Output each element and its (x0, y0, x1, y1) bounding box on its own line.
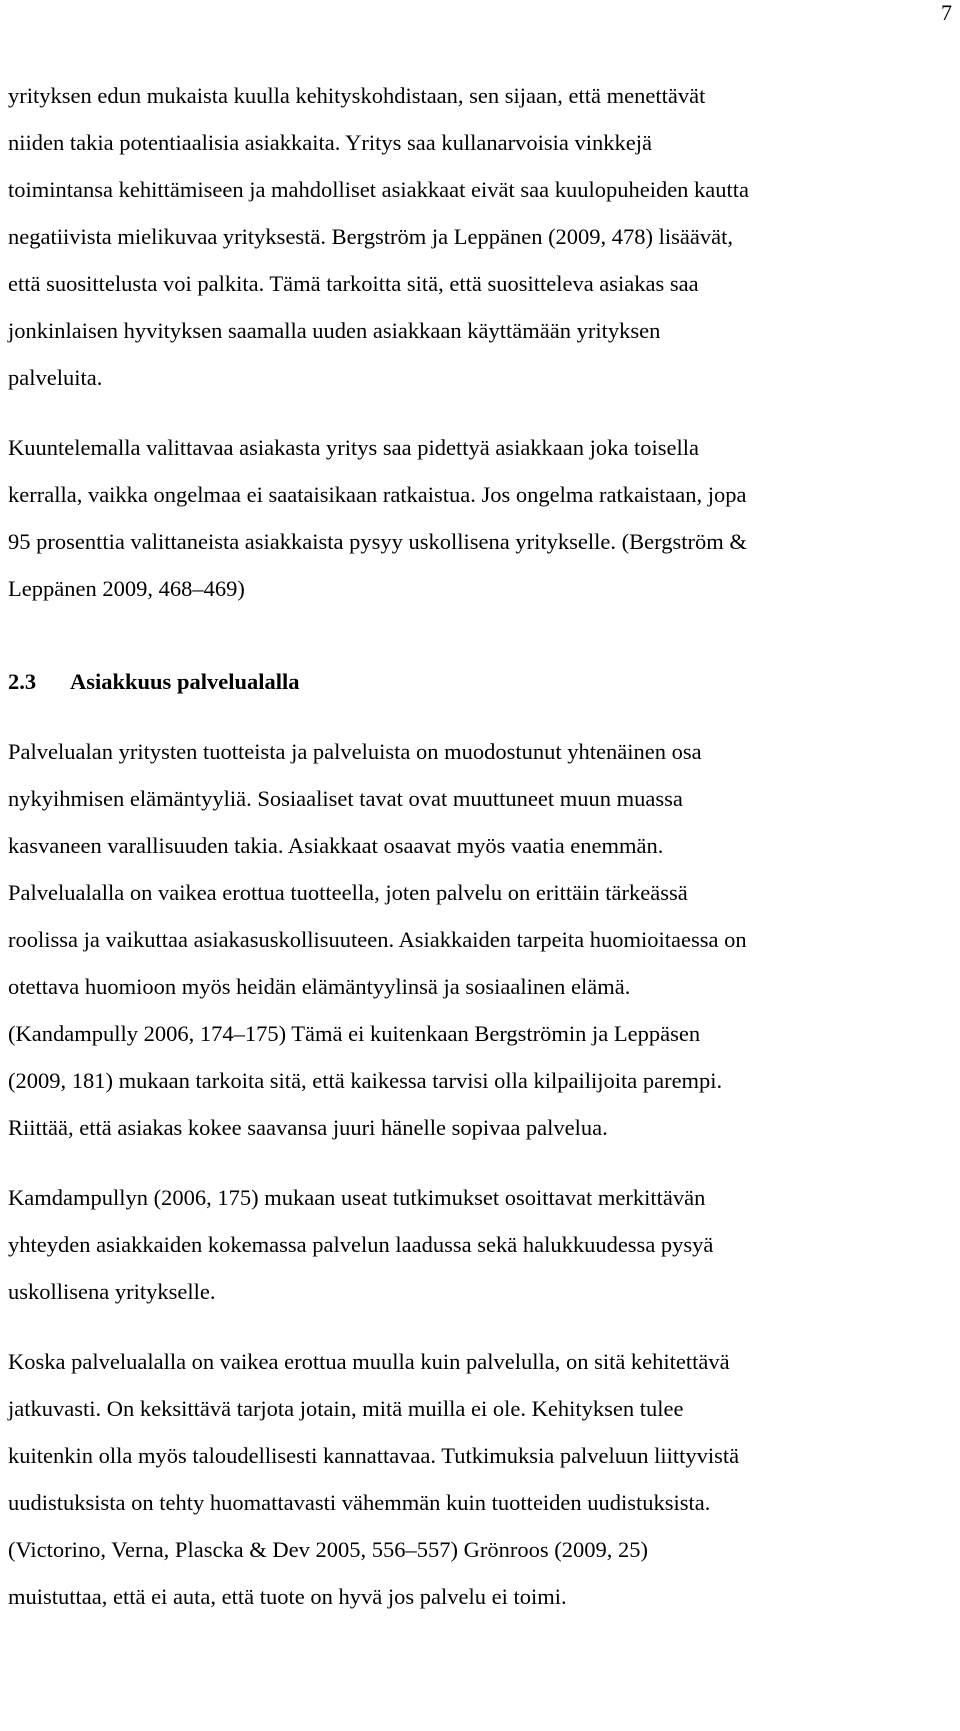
text-line: yrityksen edun mukaista kuulla kehityskohdistaan, sen sijaan, että menettävät (8, 83, 706, 108)
paragraph-spacer (8, 705, 952, 728)
text-line: Leppänen 2009, 468–469) (8, 576, 245, 601)
text-line: kasvaneen varallisuuden takia. Asiakkaat osaavat myös vaatia enemmän. (8, 833, 664, 858)
section-number: 2.3 (8, 669, 37, 694)
text-line: yhteyden asiakkaiden kokemassa palvelun laadussa sekä halukkuudessa pysyä (8, 1232, 714, 1257)
text-line: (Victorino, Verna, Plascka & Dev 2005, 556–557) Grönroos (2009, 25) (8, 1537, 648, 1562)
text-line: Riittää, että asiakas kokee saavansa juuri hänelle sopivaa palvelua. (8, 1115, 608, 1140)
text-line: Koska palvelualalla on vaikea erottua muulla kuin palvelulla, on sitä kehitettävä (8, 1349, 730, 1374)
text-line: palveluita. (8, 365, 103, 390)
page-number: 7 (941, 0, 952, 25)
text-line: Palvelualan yritysten tuotteista ja palveluista on muodostunut yhtenäinen osa (8, 739, 702, 764)
text-line: Palvelualalla on vaikea erottua tuotteella, joten palvelu on erittäin tärkeässä (8, 880, 688, 905)
text-line: (Kandampully 2006, 174–175) Tämä ei kuitenkaan Bergströmin ja Leppäsen (8, 1021, 701, 1046)
section-title: Asiakkuus palvelualalla (70, 669, 300, 694)
text-line: kuitenkin olla myös taloudellisesti kannattavaa. Tutkimuksia palveluun liittyvistä (8, 1443, 740, 1468)
text-line: että suosittelusta voi palkita. Tämä tarkoitta sitä, että suositteleva asiakas saa (8, 271, 699, 296)
text-line: Kuuntelemalla valittavaa asiakasta yritys saa pidettyä asiakkaan joka toisella (8, 435, 699, 460)
text-line: muistuttaa, että ei auta, että tuote on hyvä jos palvelu ei toimi. (8, 1584, 567, 1609)
section-heading (8, 658, 952, 705)
section-spacer (8, 612, 952, 658)
text-line: roolissa ja vaikuttaa asiakasuskollisuuteen. Asiakkaiden tarpeita huomioitaessa on (8, 927, 747, 952)
paragraph-spacer (8, 1315, 952, 1338)
text-line: (2009, 181) mukaan tarkoita sitä, että kaikessa tarvisi olla kilpailijoita parempi. (8, 1068, 723, 1093)
paragraph-4 (8, 1174, 952, 1315)
paragraph-5 (8, 1338, 952, 1620)
text-line: negatiivista mielikuvaa yrityksestä. Bergström ja Leppänen (2009, 478) lisäävät, (8, 224, 734, 249)
text-line: 95 prosenttia valittaneista asiakkaista pysyy uskollisena yritykselle. (Bergström & (8, 529, 747, 554)
text-line: nykyihmisen elämäntyyliä. Sosiaaliset tavat ovat muuttuneet muun muassa (8, 786, 683, 811)
text-line: uskollisena yritykselle. (8, 1279, 216, 1304)
paragraph-2 (8, 424, 952, 612)
paragraph-3 (8, 728, 952, 1151)
text-line: jonkinlaisen hyvityksen saamalla uuden asiakkaan käyttämään yrityksen (8, 318, 661, 343)
text-line: jatkuvasti. On keksittävä tarjota jotain, mitä muilla ei ole. Kehityksen tulee (8, 1396, 684, 1421)
text-line: kerralla, vaikka ongelmaa ei saataisikaan ratkaistua. Jos ongelma ratkaistaan, jopa (8, 482, 747, 507)
paragraph-spacer (8, 401, 952, 424)
text-line: niiden takia potentiaalisia asiakkaita. Yritys saa kullanarvoisia vinkkejä (8, 130, 652, 155)
document-body (8, 72, 952, 1620)
text-line: Kamdampullyn (2006, 175) mukaan useat tutkimukset osoittavat merkittävän (8, 1185, 706, 1210)
text-line: toimintansa kehittämiseen ja mahdolliset asiakkaat eivät saa kuulopuheiden kautta (8, 177, 750, 202)
paragraph-1 (8, 72, 952, 401)
paragraph-spacer (8, 1151, 952, 1174)
text-line: otettava huomioon myös heidän elämäntyylinsä ja sosiaalinen elämä. (8, 974, 631, 999)
text-line: uudistuksista on tehty huomattavasti vähemmän kuin tuotteiden uudistuksista. (8, 1490, 711, 1515)
